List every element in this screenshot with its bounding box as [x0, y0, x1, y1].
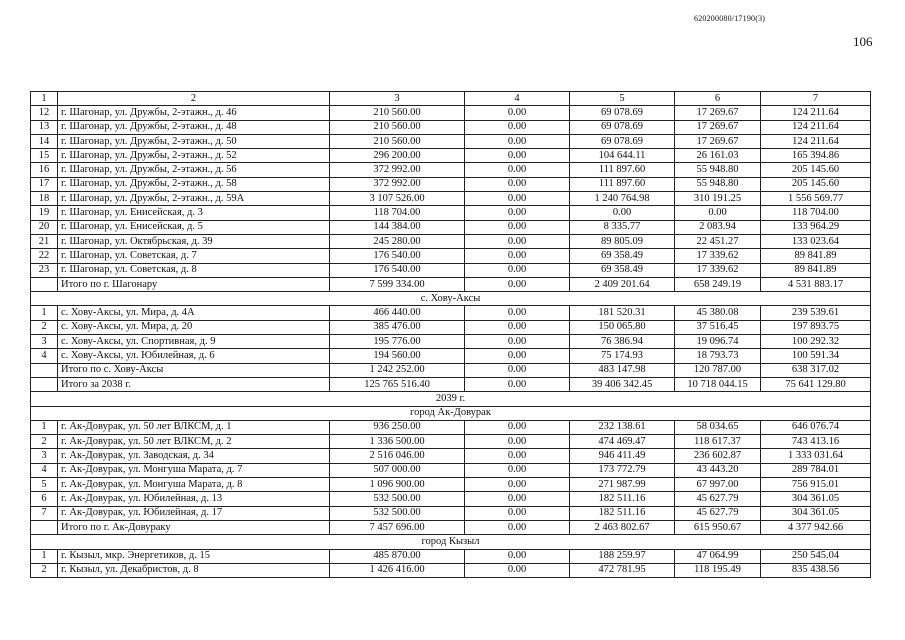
- row-number-cell: 19: [31, 206, 58, 220]
- address-cell: г. Шагонар, ул. Енисейская, д. 5: [58, 220, 330, 234]
- year-heading-row: [31, 392, 871, 406]
- header-cell: 5: [570, 92, 675, 106]
- value-cell: 385 476.00: [330, 320, 465, 334]
- table-row: [31, 206, 871, 220]
- value-cell: 69 078.69: [570, 134, 675, 148]
- row-number-cell: 1: [31, 420, 58, 434]
- value-cell: 22 451.27: [675, 234, 761, 248]
- header-row: [31, 92, 871, 106]
- value-cell: 182 511.16: [570, 506, 675, 520]
- value-cell: 47 064.99: [675, 549, 761, 563]
- row-number-cell: 3: [31, 449, 58, 463]
- value-cell: 936 250.00: [330, 420, 465, 434]
- table-row: [31, 563, 871, 577]
- value-cell: 118 195.49: [675, 563, 761, 577]
- address-cell: г. Шагонар, ул. Советская, д. 7: [58, 249, 330, 263]
- value-cell: 2 409 201.64: [570, 277, 675, 291]
- value-cell: 120 787.00: [675, 363, 761, 377]
- value-cell: 304 361.05: [761, 506, 871, 520]
- value-cell: 165 394.86: [761, 149, 871, 163]
- value-cell: 1 336 500.00: [330, 435, 465, 449]
- value-cell: 946 411.49: [570, 449, 675, 463]
- value-cell: 0.00: [465, 234, 570, 248]
- value-cell: 118 704.00: [330, 206, 465, 220]
- value-cell: 124 211.64: [761, 106, 871, 120]
- row-number-cell: 12: [31, 106, 58, 120]
- value-cell: 0.00: [465, 134, 570, 148]
- value-cell: 0.00: [465, 192, 570, 206]
- total-row: [31, 277, 871, 291]
- address-cell: г. Шагонар, ул. Дружбы, 2-этажн., д. 58: [58, 177, 330, 191]
- value-cell: 0.00: [570, 206, 675, 220]
- value-cell: 89 841.89: [761, 249, 871, 263]
- value-cell: 8 335.77: [570, 220, 675, 234]
- row-number-cell: 2: [31, 320, 58, 334]
- value-cell: 756 915.01: [761, 478, 871, 492]
- value-cell: 195 776.00: [330, 335, 465, 349]
- value-cell: 1 426 416.00: [330, 563, 465, 577]
- address-cell: г. Шагонар, ул. Дружбы, 2-этажн., д. 46: [58, 106, 330, 120]
- value-cell: 69 078.69: [570, 106, 675, 120]
- value-cell: 205 145.60: [761, 177, 871, 191]
- address-cell: с. Хову-Аксы, ул. Юбилейная, д. 6: [58, 349, 330, 363]
- value-cell: 1 556 569.77: [761, 192, 871, 206]
- address-cell: г. Шагонар, ул. Дружбы, 2-этажн., д. 59А: [58, 192, 330, 206]
- value-cell: 0.00: [465, 549, 570, 563]
- row-number-cell: 5: [31, 478, 58, 492]
- value-cell: 17 339.62: [675, 249, 761, 263]
- value-cell: 0.00: [465, 220, 570, 234]
- row-number-cell: 1: [31, 549, 58, 563]
- value-cell: 45 380.08: [675, 306, 761, 320]
- value-cell: 289 784.01: [761, 463, 871, 477]
- document-id: 620200080/17190(3): [694, 14, 766, 23]
- row-number-cell: [31, 363, 58, 377]
- value-cell: 0.00: [675, 206, 761, 220]
- value-cell: 485 870.00: [330, 549, 465, 563]
- value-cell: 17 269.67: [675, 106, 761, 120]
- value-cell: 69 078.69: [570, 120, 675, 134]
- value-cell: 67 997.00: [675, 478, 761, 492]
- value-cell: 835 438.56: [761, 563, 871, 577]
- value-cell: 100 292.32: [761, 335, 871, 349]
- address-cell: г. Шагонар, ул. Дружбы, 2-этажн., д. 48: [58, 120, 330, 134]
- table-row: [31, 134, 871, 148]
- value-cell: 176 540.00: [330, 249, 465, 263]
- address-cell: г. Шагонар, ул. Енисейская, д. 3: [58, 206, 330, 220]
- value-cell: 69 358.49: [570, 263, 675, 277]
- address-cell: Итого по с. Хову-Аксы: [58, 363, 330, 377]
- section-heading-row: [31, 535, 871, 549]
- row-number-cell: 17: [31, 177, 58, 191]
- total-row: [31, 377, 871, 391]
- value-cell: 271 987.99: [570, 478, 675, 492]
- value-cell: 532 500.00: [330, 506, 465, 520]
- value-cell: 17 339.62: [675, 263, 761, 277]
- value-cell: 104 644.11: [570, 149, 675, 163]
- value-cell: 615 950.67: [675, 520, 761, 534]
- value-cell: 39 406 342.45: [570, 377, 675, 391]
- row-number-cell: 15: [31, 149, 58, 163]
- value-cell: 0.00: [465, 463, 570, 477]
- value-cell: 111 897.60: [570, 163, 675, 177]
- header-cell: 2: [58, 92, 330, 106]
- value-cell: 2 516 046.00: [330, 449, 465, 463]
- value-cell: 76 386.94: [570, 335, 675, 349]
- value-cell: 646 076.74: [761, 420, 871, 434]
- table-row: [31, 149, 871, 163]
- value-cell: 205 145.60: [761, 163, 871, 177]
- address-cell: с. Хову-Аксы, ул. Мира, д. 4А: [58, 306, 330, 320]
- value-cell: 4 377 942.66: [761, 520, 871, 534]
- value-cell: 0.00: [465, 177, 570, 191]
- row-number-cell: [31, 277, 58, 291]
- value-cell: 144 384.00: [330, 220, 465, 234]
- table-row: [31, 435, 871, 449]
- address-cell: г. Кызыл, мкр. Энергетиков, д. 15: [58, 549, 330, 563]
- value-cell: 7 457 696.00: [330, 520, 465, 534]
- value-cell: 0.00: [465, 306, 570, 320]
- section-heading: город Кызыл: [31, 535, 871, 549]
- value-cell: 58 034.65: [675, 420, 761, 434]
- table-row: [31, 420, 871, 434]
- value-cell: 124 211.64: [761, 120, 871, 134]
- value-cell: 0.00: [465, 435, 570, 449]
- value-cell: 197 893.75: [761, 320, 871, 334]
- value-cell: 658 249.19: [675, 277, 761, 291]
- table-row: [31, 449, 871, 463]
- table-row: [31, 263, 871, 277]
- row-number-cell: [31, 377, 58, 391]
- value-cell: 0.00: [465, 277, 570, 291]
- value-cell: 372 992.00: [330, 177, 465, 191]
- value-cell: 0.00: [465, 363, 570, 377]
- address-cell: г. Ак-Довурак, ул. Заводская, д. 34: [58, 449, 330, 463]
- address-cell: Итого по г. Шагонару: [58, 277, 330, 291]
- address-cell: Итого по г. Ак-Довураку: [58, 520, 330, 534]
- total-row: [31, 520, 871, 534]
- value-cell: 236 602.87: [675, 449, 761, 463]
- value-cell: 45 627.79: [675, 492, 761, 506]
- address-cell: г. Шагонар, ул. Дружбы, 2-этажн., д. 56: [58, 163, 330, 177]
- value-cell: 18 793.73: [675, 349, 761, 363]
- value-cell: 310 191.25: [675, 192, 761, 206]
- table-row: [31, 478, 871, 492]
- row-number-cell: 4: [31, 349, 58, 363]
- value-cell: 150 065.80: [570, 320, 675, 334]
- address-cell: с. Хову-Аксы, ул. Спортивная, д. 9: [58, 335, 330, 349]
- row-number-cell: 20: [31, 220, 58, 234]
- header-cell: 3: [330, 92, 465, 106]
- value-cell: 10 718 044.15: [675, 377, 761, 391]
- table-row: [31, 163, 871, 177]
- value-cell: 0.00: [465, 349, 570, 363]
- page-number: 106: [853, 34, 873, 49]
- value-cell: 3 107 526.00: [330, 192, 465, 206]
- value-cell: 181 520.31: [570, 306, 675, 320]
- value-cell: 472 781.95: [570, 563, 675, 577]
- row-number-cell: 4: [31, 463, 58, 477]
- value-cell: 55 948.80: [675, 177, 761, 191]
- value-cell: 55 948.80: [675, 163, 761, 177]
- value-cell: 0.00: [465, 492, 570, 506]
- header-cell: 1: [31, 92, 58, 106]
- value-cell: 133 023.64: [761, 234, 871, 248]
- row-number-cell: 13: [31, 120, 58, 134]
- value-cell: 19 096.74: [675, 335, 761, 349]
- value-cell: 43 443.20: [675, 463, 761, 477]
- value-cell: 37 516.45: [675, 320, 761, 334]
- value-cell: 483 147.98: [570, 363, 675, 377]
- value-cell: 173 772.79: [570, 463, 675, 477]
- value-cell: 0.00: [465, 506, 570, 520]
- row-number-cell: 3: [31, 335, 58, 349]
- value-cell: 17 269.67: [675, 134, 761, 148]
- section-heading-row: [31, 406, 871, 420]
- address-cell: Итого за 2038 г.: [58, 377, 330, 391]
- section-heading: с. Хову-Аксы: [31, 292, 871, 306]
- table-row: [31, 120, 871, 134]
- value-cell: 210 560.00: [330, 106, 465, 120]
- value-cell: 210 560.00: [330, 120, 465, 134]
- table-row: [31, 549, 871, 563]
- table-row: [31, 192, 871, 206]
- value-cell: 638 317.02: [761, 363, 871, 377]
- table-row: [31, 106, 871, 120]
- address-cell: г. Шагонар, ул. Дружбы, 2-этажн., д. 52: [58, 149, 330, 163]
- value-cell: 0.00: [465, 520, 570, 534]
- value-cell: 250 545.04: [761, 549, 871, 563]
- row-number-cell: 14: [31, 134, 58, 148]
- value-cell: 7 599 334.00: [330, 277, 465, 291]
- value-cell: 1 333 031.64: [761, 449, 871, 463]
- value-cell: 0.00: [465, 263, 570, 277]
- value-cell: 0.00: [465, 335, 570, 349]
- value-cell: 296 200.00: [330, 149, 465, 163]
- table-row: [31, 335, 871, 349]
- table-row: [31, 177, 871, 191]
- address-cell: г. Ак-Довурак, ул. Монгуша Марата, д. 7: [58, 463, 330, 477]
- table-row: [31, 349, 871, 363]
- value-cell: 176 540.00: [330, 263, 465, 277]
- value-cell: 743 413.16: [761, 435, 871, 449]
- value-cell: 124 211.64: [761, 134, 871, 148]
- address-cell: г. Шагонар, ул. Советская, д. 8: [58, 263, 330, 277]
- row-number-cell: 23: [31, 263, 58, 277]
- value-cell: 75 641 129.80: [761, 377, 871, 391]
- table-row: [31, 492, 871, 506]
- value-cell: 532 500.00: [330, 492, 465, 506]
- table-body: [31, 92, 871, 578]
- table-row: [31, 249, 871, 263]
- table-row: [31, 234, 871, 248]
- repair-cost-table: [30, 91, 871, 578]
- value-cell: 1 240 764.98: [570, 192, 675, 206]
- total-row: [31, 363, 871, 377]
- value-cell: 111 897.60: [570, 177, 675, 191]
- value-cell: 4 531 883.17: [761, 277, 871, 291]
- row-number-cell: 22: [31, 249, 58, 263]
- address-cell: г. Ак-Довурак, ул. Юбилейная, д. 13: [58, 492, 330, 506]
- value-cell: 232 138.61: [570, 420, 675, 434]
- address-cell: г. Шагонар, ул. Дружбы, 2-этажн., д. 50: [58, 134, 330, 148]
- address-cell: г. Ак-Довурак, ул. Юбилейная, д. 17: [58, 506, 330, 520]
- table-row: [31, 463, 871, 477]
- value-cell: 372 992.00: [330, 163, 465, 177]
- row-number-cell: [31, 520, 58, 534]
- value-cell: 89 841.89: [761, 263, 871, 277]
- value-cell: 0.00: [465, 120, 570, 134]
- value-cell: 188 259.97: [570, 549, 675, 563]
- value-cell: 0.00: [465, 106, 570, 120]
- value-cell: 210 560.00: [330, 134, 465, 148]
- header-cell: 4: [465, 92, 570, 106]
- value-cell: 466 440.00: [330, 306, 465, 320]
- value-cell: 239 539.61: [761, 306, 871, 320]
- value-cell: 1 096 900.00: [330, 478, 465, 492]
- table-row: [31, 506, 871, 520]
- row-number-cell: 6: [31, 492, 58, 506]
- address-cell: г. Кызыл, ул. Декабристов, д. 8: [58, 563, 330, 577]
- value-cell: 125 765 516.40: [330, 377, 465, 391]
- row-number-cell: 2: [31, 563, 58, 577]
- value-cell: 0.00: [465, 320, 570, 334]
- value-cell: 2 463 802.67: [570, 520, 675, 534]
- value-cell: 118 704.00: [761, 206, 871, 220]
- value-cell: 194 560.00: [330, 349, 465, 363]
- section-heading-row: [31, 292, 871, 306]
- row-number-cell: 2: [31, 435, 58, 449]
- value-cell: 182 511.16: [570, 492, 675, 506]
- row-number-cell: 21: [31, 234, 58, 248]
- address-cell: г. Ак-Довурак, ул. 50 лет ВЛКСМ, д. 1: [58, 420, 330, 434]
- value-cell: 75 174.93: [570, 349, 675, 363]
- value-cell: 45 627.79: [675, 506, 761, 520]
- value-cell: 1 242 252.00: [330, 363, 465, 377]
- table-row: [31, 220, 871, 234]
- row-number-cell: 1: [31, 306, 58, 320]
- header-cell: 6: [675, 92, 761, 106]
- section-heading: город Ак-Довурак: [31, 406, 871, 420]
- value-cell: 100 591.34: [761, 349, 871, 363]
- header-cell: 7: [761, 92, 871, 106]
- value-cell: 0.00: [465, 478, 570, 492]
- value-cell: 0.00: [465, 149, 570, 163]
- value-cell: 69 358.49: [570, 249, 675, 263]
- address-cell: с. Хову-Аксы, ул. Мира, д. 20: [58, 320, 330, 334]
- value-cell: 0.00: [465, 249, 570, 263]
- year-heading: 2039 г.: [31, 392, 871, 406]
- value-cell: 0.00: [465, 563, 570, 577]
- row-number-cell: 7: [31, 506, 58, 520]
- value-cell: 17 269.67: [675, 120, 761, 134]
- table-row: [31, 320, 871, 334]
- value-cell: 474 469.47: [570, 435, 675, 449]
- value-cell: 118 617.37: [675, 435, 761, 449]
- value-cell: 245 280.00: [330, 234, 465, 248]
- value-cell: 0.00: [465, 420, 570, 434]
- value-cell: 2 083.94: [675, 220, 761, 234]
- row-number-cell: 16: [31, 163, 58, 177]
- value-cell: 0.00: [465, 449, 570, 463]
- address-cell: г. Ак-Довурак, ул. 50 лет ВЛКСМ, д. 2: [58, 435, 330, 449]
- value-cell: 0.00: [465, 377, 570, 391]
- value-cell: 0.00: [465, 163, 570, 177]
- value-cell: 89 805.09: [570, 234, 675, 248]
- value-cell: 304 361.05: [761, 492, 871, 506]
- table-row: [31, 306, 871, 320]
- value-cell: 133 964.29: [761, 220, 871, 234]
- address-cell: г. Шагонар, ул. Октябрьская, д. 39: [58, 234, 330, 248]
- value-cell: 507 000.00: [330, 463, 465, 477]
- address-cell: г. Ак-Довурак, ул. Монгуша Марата, д. 8: [58, 478, 330, 492]
- value-cell: 0.00: [465, 206, 570, 220]
- value-cell: 26 161.03: [675, 149, 761, 163]
- row-number-cell: 18: [31, 192, 58, 206]
